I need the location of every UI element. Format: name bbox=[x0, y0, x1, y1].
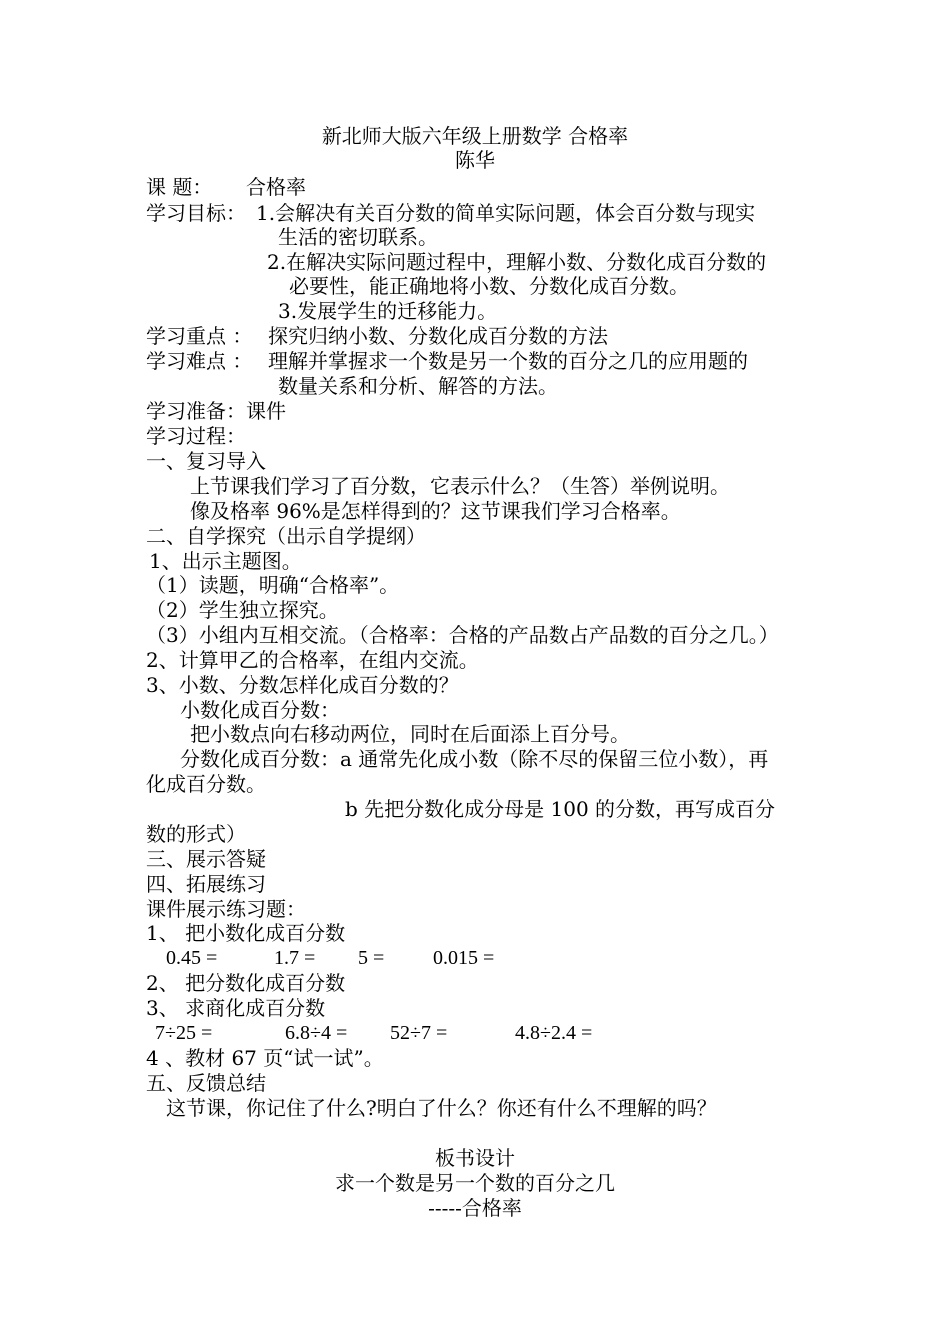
objective-1-line-2: 生活的密切联系。 bbox=[278, 225, 438, 249]
topic-label: 课 题： bbox=[146, 175, 213, 199]
section-2-heading: 二、自学探究（出示自学提纲） bbox=[146, 524, 426, 548]
exercise-intro: 课件展示练习题： bbox=[146, 897, 306, 921]
objectives-label: 学习目标： bbox=[146, 201, 246, 225]
difficulty-line-2: 数量关系和分析、解答的方法。 bbox=[278, 374, 558, 398]
section-5-line: 这节课，你记住了什么?明白了什么？你还有什么不理解的吗？ bbox=[166, 1096, 717, 1120]
objective-3: 3.发展学生的迁移能力。 bbox=[278, 299, 498, 323]
section-2-line: （1）读题，明确“合格率”。 bbox=[146, 573, 400, 597]
section-2-line: 2、计算甲乙的合格率，在组内交流。 bbox=[146, 648, 479, 672]
section-2-line: （3）小组内互相交流。（合格率：合格的产品数占产品数的百分之几。） bbox=[146, 623, 779, 647]
exercise-2-label: 2、 把分数化成百分数 bbox=[146, 971, 346, 995]
exercise-4: 4 、教材 67 页“试一试”。 bbox=[146, 1046, 384, 1070]
board-design-line-2: -----合格率 bbox=[428, 1196, 522, 1220]
section-2-line: 1、出示主题图。 bbox=[149, 549, 302, 573]
exercise-3-item: 7÷25 = bbox=[155, 1022, 213, 1044]
difficulty-line-1: 理解并掌握求一个数是另一个数的百分之几的应用题的 bbox=[268, 349, 748, 373]
section-3-heading: 三、展示答疑 bbox=[146, 847, 266, 871]
objective-2-line-2: 必要性，能正确地将小数、分数化成百分数。 bbox=[289, 274, 689, 298]
document-title: 新北师大版六年级上册数学 合格率 bbox=[321, 124, 629, 148]
section-2-line: 化成百分数。 bbox=[146, 772, 266, 796]
topic-value: 合格率 bbox=[246, 175, 306, 199]
section-2-line: 3、小数、分数怎样化成百分数的？ bbox=[146, 673, 459, 697]
exercise-3-item: 6.8÷4 = bbox=[285, 1022, 348, 1044]
objective-2-line-1: 2.在解决实际问题过程中，理解小数、分数化成百分数的 bbox=[267, 250, 767, 274]
section-1-line-2: 像及格率 96%是怎样得到的？这节课我们学习合格率。 bbox=[190, 499, 681, 523]
objective-1-line-1: 1.会解决有关百分数的简单实际问题，体会百分数与现实 bbox=[256, 201, 756, 225]
section-1-line-1: 上节课我们学习了百分数，它表示什么？（生答）举例说明。 bbox=[190, 474, 730, 498]
author-name: 陈华 bbox=[455, 148, 495, 172]
exercise-1-item: 0.45 = bbox=[166, 947, 218, 969]
preparation: 学习准备：课件 bbox=[146, 399, 286, 423]
exercise-1-item: 1.7 = bbox=[274, 947, 316, 969]
exercise-3-item: 4.8÷2.4 = bbox=[515, 1022, 593, 1044]
section-4-heading: 四、拓展练习 bbox=[146, 872, 266, 896]
section-2-line: b 先把分数化成分母是 100 的分数，再写成百分 bbox=[345, 797, 776, 821]
section-2-line: 分数化成百分数：a 通常先化成小数（除不尽的保留三位小数），再 bbox=[180, 747, 769, 771]
section-2-line: 小数化成百分数： bbox=[180, 698, 340, 722]
exercise-3-label: 3、 求商化成百分数 bbox=[146, 996, 326, 1020]
section-2-line: 把小数点向右移动两位，同时在后面添上百分号。 bbox=[190, 722, 630, 746]
board-design-heading: 板书设计 bbox=[435, 1146, 515, 1170]
key-point-label: 学习重点 ： bbox=[146, 324, 253, 348]
exercise-1-item: 5 = bbox=[358, 947, 385, 969]
section-2-line: （2）学生独立探究。 bbox=[146, 598, 339, 622]
difficulty-label: 学习难点 ： bbox=[146, 349, 253, 373]
section-1-heading: 一、复习导入 bbox=[146, 449, 266, 473]
exercise-1-label: 1、 把小数化成百分数 bbox=[146, 921, 346, 945]
key-point-value: 探究归纳小数、分数化成百分数的方法 bbox=[268, 324, 608, 348]
section-2-line: 数的形式） bbox=[146, 822, 246, 846]
board-design-line-1: 求一个数是另一个数的百分之几 bbox=[335, 1171, 615, 1195]
section-5-heading: 五、反馈总结 bbox=[146, 1071, 266, 1095]
exercise-3-item: 52÷7 = bbox=[390, 1022, 448, 1044]
process-label: 学习过程： bbox=[146, 424, 246, 448]
exercise-1-item: 0.015 = bbox=[433, 947, 495, 969]
